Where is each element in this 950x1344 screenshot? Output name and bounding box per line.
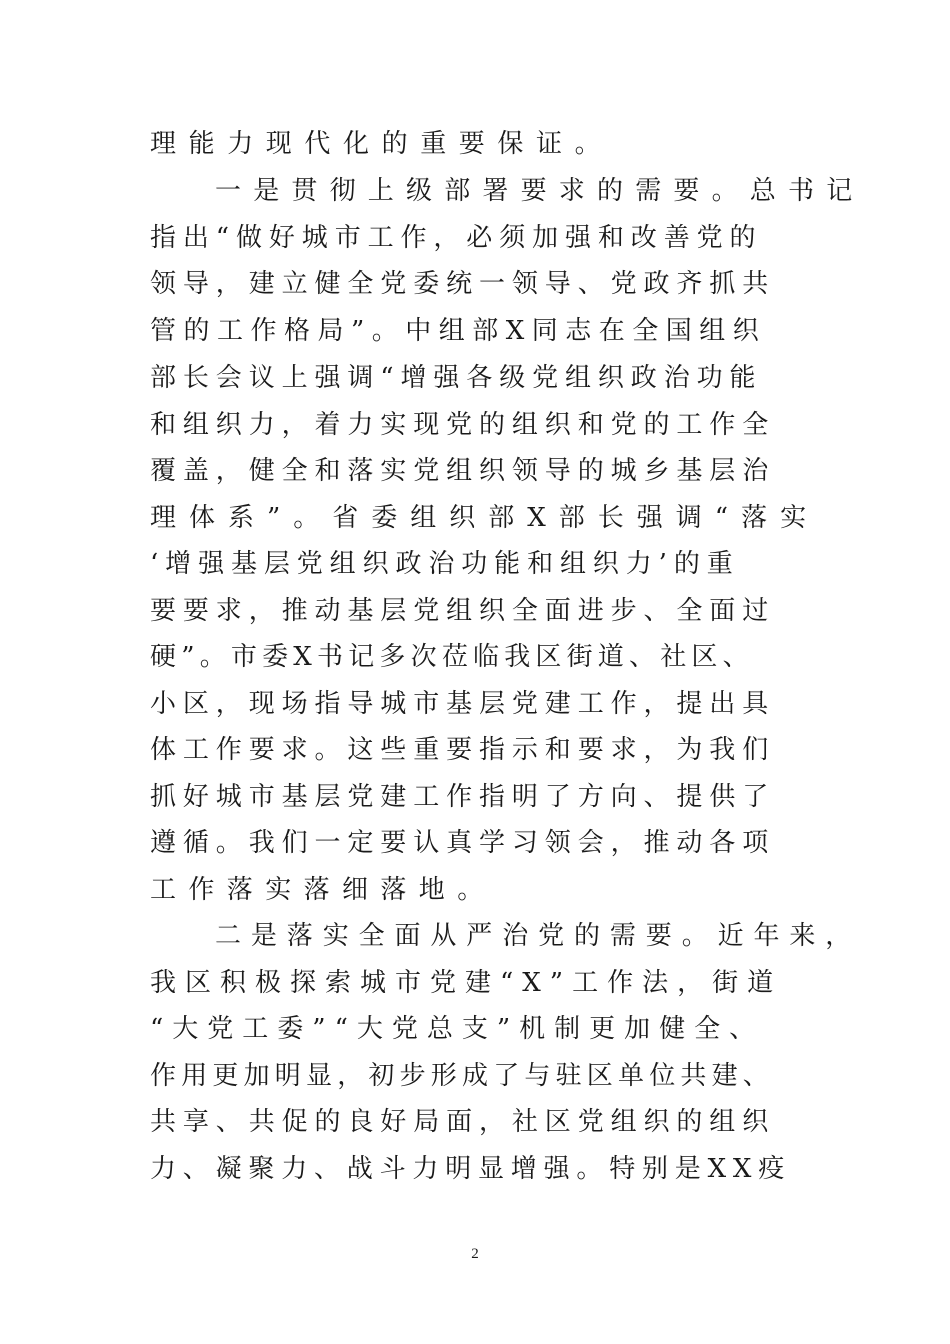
text-line: 硬”。市委X书记多次莅临我区街道、社区、: [150, 642, 754, 672]
text-line: 二是落实全面从严治党的需要。近年来，: [215, 921, 862, 951]
text-line: 抓好城市基层党建工作指明了方向、提供了: [150, 782, 776, 812]
page-number: 2: [471, 1246, 479, 1262]
text-line: 共享、共促的良好局面，社区党组织的组织: [150, 1107, 776, 1137]
text-line: 领导，建立健全党委统一领导、党政齐抓共: [150, 269, 776, 299]
text-line: 理体系”。省委组织部X部长强调“落实: [150, 503, 820, 533]
text-line: 要要求，推动基层党组织全面进步、全面过: [150, 596, 776, 626]
text-line: 体工作要求。这些重要指示和要求，为我们: [150, 735, 776, 765]
text-line: 和组织力，着力实现党的组织和党的工作全: [150, 410, 776, 440]
text-line: 我区积极探索城市党建“X”工作法，街道: [150, 968, 783, 998]
text-line: 管的工作格局”。中组部X同志在全国组织: [150, 316, 767, 346]
text-line: 指出“做好城市工作，必须加强和改善党的: [150, 223, 763, 253]
text-line: 部长会议上强调“增强各级党组织政治功能: [150, 363, 763, 393]
text-line: ‘增强基层党组织政治功能和组织力’的重: [150, 549, 740, 579]
text-line: 覆盖，健全和落实党组织领导的城乡基层治: [150, 456, 776, 486]
text-line: 理能力现代化的重要保证。: [150, 129, 614, 159]
text-line: “大党工委”“大党总支”机制更加健全、: [150, 1014, 765, 1044]
text-line: 作用更加明显，初步形成了与驻区单位共建、: [150, 1061, 775, 1091]
text-line: 工作落实落细落地。: [150, 875, 496, 905]
text-line: 遵循。我们一定要认真学习领会，推动各项: [150, 828, 776, 858]
text-line: 力、凝聚力、战斗力明显增强。特别是XX疫: [150, 1154, 792, 1184]
text-line: 一是贯彻上级部署要求的需要。总书记: [215, 176, 865, 206]
text-line: 小区，现场指导城市基层党建工作，提出具: [150, 689, 776, 719]
